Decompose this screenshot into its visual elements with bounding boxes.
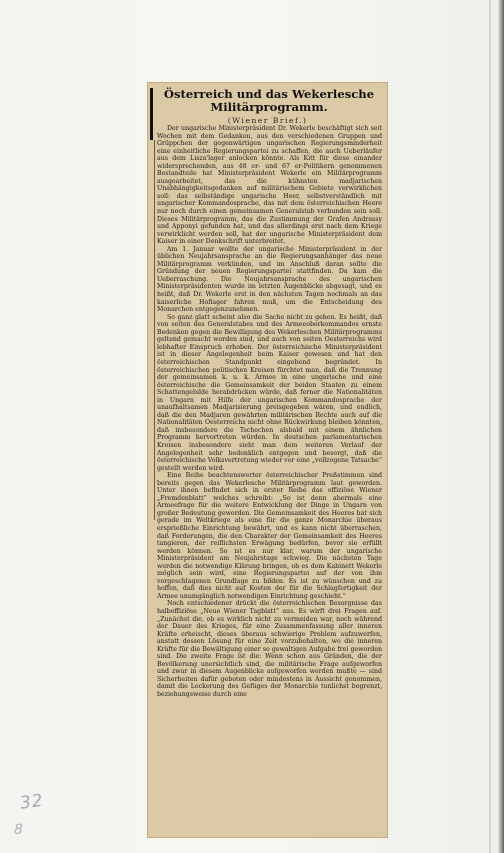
page-fold-line: [489, 0, 491, 853]
article-paragraph: So ganz glatt scheint also die Sache nicht zu gehen. Es heißt, daß von seiten des Generalstabes und des Armeeoberkommandos ernste Bedenken gegen die Bewilligung des Wekerleschen Militärprogramms geltend gemacht worden sind, und auch von seiten Oesterreichs wird lebhafter Einspruch erhoben. Der österreichische Ministerpräsident ist in dieser Angelegenheit beim Kaiser gewesen und hat den österreichischen Standpunkt eingehend begründet. In österreichischen politischen Kreisen fürchtet man, daß die Trennung der gemeinsamen k. u. k. Armee in eine ungarische und eine österreichische die Gemeinsamkeit der beiden Staaten zu einem Schattengebilde herabdrücken würde, daß ferner die Nationalitäten in Ungarn mit Hilfe der ungarischen Kommandosprache der unaufhaltsamen Madjarisierung preisgegeben wären, und endlich, daß die den Madjaren gewährten militärischen Rechte auch auf die Nationalitäten Oesterreichs nicht ohne Rückwirkung bleiben könnten, daß insbesondere die Tschechen alsbald mit einem ähnlichen Programm hervortreten würden. In deutschen parlamentarischen Kreisen insbesondere sieht man dem weiteren Verlauf der Angelegenheit sehr bedenklich entgegen und besorgt, daß die österreichische Volksvertretung wieder vor eine „vollzogene Tatsache“ gestellt werden wird.: [157, 313, 383, 472]
article-paragraph: Eine Reihe beachtenswerter österreichischer Preßstimmen sind bereits gegen das Wekerlesche Militärprogramm laut geworden. Unter ihnen befindet sich in erster Reihe das offiziöse Wiener „Fremdenblatt“ welches schreibt: „So ist denn abermals eine Armeefrage für die weitere Entwicklung der Dinge in Ungarn von großer Bedeutung geworden. Die Gemeinsamkeit des Heeres hat sich gerade im Weltkriege als eine für die ganze Monarchie überaus ersprießliche Einrichtung bewährt, und es kann nicht überraschen, daß Forderungen, die den Charakter der Gemeinsamkeit des Heeres tangieren, der reiflichsten Erwägung bedürfen, bevor sie erfüllt werden können. So ist es nur klar, warum der ungarische Ministerpräsident am Neujahrstage schwieg. Die nächsten Tage werden die notwendige Klärung bringen, ob es dem Kabinett Wekerle möglich sein wird, eine Regierungspartei auf der von ihm vorgeschlagenen Grundlage zu bilden. Es ist zu wünschen und zu hoffen, daß dies nicht auf Kosten der für die Schlagfertigkeit der Armee unumgänglich notwendigen Einrichtung geschieht.“: [157, 472, 382, 600]
article-dateline: (Wiener Brief.): [227, 116, 308, 125]
column-margin-rule: [154, 140, 155, 520]
article-paragraph: Der ungarische Ministerpräsident Dr. Wekerle beschäftigt sich seit Wochen mit dem Gedanken, aus den verschiedenen Gruppen und Grüppchen der gegenwärtigen ungarischen Regierungsminderheit eine einheitliche Regierungspartei zu schaffen, die auch Ueberläufer aus dem Lisza'lager anlocken könnte. Als Kitt für diese einander widersprechenden, aus 48 er- und 67 er-Politikern genommenen Bestandteile hat Ministerpräsident Wekerle ein Militärprogramm ausgearbeitet, das die kühnsten madjarischen Unabhängigkeitsgedanken auf militärischem Gebiete verwirklichen soll: das selbständige ungarische Heer, selbstverständlich mit ungarischer Kommandosprache, das mit dem österreichischen Heere nur noch durch einen gemeinsamen Generalstab verbunden sein soll. Dieses Militärprogramm, das die Zustimmung der Grafen Andrassy und Apponyi gefunden hat, und das allerdings erst nach dem Kriege verwirklicht werden soll, hat der ungarische Ministerpräsident dem Kaiser in einer Denkschrift unterbreitet.: [157, 125, 382, 246]
article-paragraph: Am 1. Januar wollte der ungarische Ministerpräsident in der üblichen Neujahrsansprache an die Regierungsanhänger das neue Militärprogramm verkünden, und im Anschluß daran sollte die Gründung der neuen Regierungspartei stattfinden. Da kam die Ueberraschung. Die Neujahrsansprache des ungarischen Ministerpräsidenten wurde im letzten Augenblicke abgesagt, und es heißt, daß Dr. Wekerle erst in den nächsten Tagen nochmals an das kaiserliche Hoflager fahren muß, um die Entscheidung des Monarchen entgegenzunehmen.: [157, 245, 382, 314]
article-title: Österreich und das Wekerlesche Militärprogramm.: [163, 87, 375, 114]
title-margin-rule: [150, 88, 153, 140]
page-edge: [498, 0, 504, 853]
handwritten-page-number: 32: [18, 790, 45, 814]
article-paragraph: Noch entschiedener drückt die österreichischen Besorgnisse das halboffiziöse „Neue Wiener Tagblatt“ aus. Es wirft drei Fragen auf. „Zunächst die, ob es wirklich nicht zu vermeiden war, noch während der Dauer des Krieges, für eine Zusammenfassung aller inneren Kräfte erheischt, dieses überaus schwierige Problem aufzuwerfen, anstatt dessen Lösung für eine Zeit vorzubehalten, wo die inneren Kräfte für die Bewältigung einer so gewaltigen Aufgabe frei geworden sind. Die zweite Frage ist die: Wenn schon aus Gründen, die der Bevölkerung unersichtlich sind, die militärische Frage aufgeworfen und zwar in diesem Augenblicke aufgeworfen werden mußte — sind Sicherheiten dafür geboten oder mindestens in Aussicht genommen, damit die Lockerung des Gefüges der Monarchie tunlichst begrenzt, beziehungsweise durch eine: [157, 600, 382, 699]
handwritten-mark: 8: [14, 822, 23, 838]
article-body: [157, 125, 382, 835]
